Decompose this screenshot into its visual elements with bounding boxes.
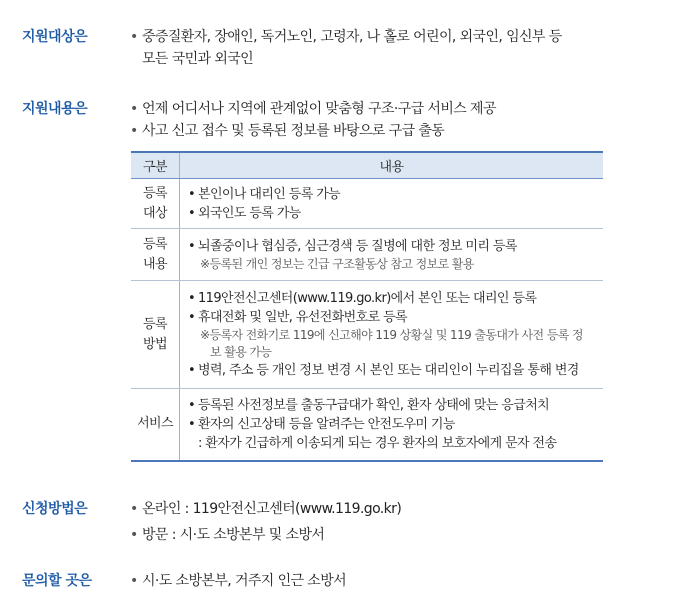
apply-bullet-1: • 온라인 : 119안전신고센터(www.119.go.kr)	[130, 498, 630, 520]
table-header-category: 구분	[131, 152, 180, 179]
table-category-cell	[131, 179, 180, 229]
section-label-inquiry: 문의할 곳은	[22, 573, 92, 589]
support-table	[131, 151, 603, 462]
content-bullet-2: • 사고 신고 접수 및 등록된 정보를 바탕으로 구급 출동	[130, 120, 630, 142]
section-label-target: 지원대상은	[22, 29, 88, 45]
table-header-row	[131, 152, 603, 179]
category-text: 방법	[143, 336, 167, 352]
category-text: 등록	[143, 185, 167, 201]
apply-bullet-2: • 방문 : 시·도 소방본부 및 소방서	[130, 524, 630, 546]
table-category-cell	[131, 281, 180, 389]
table-item: • 휴대전화 및 일반, 유선전화번호로 등록	[188, 308, 603, 327]
section-body-target	[130, 26, 630, 70]
table-item: • 환자의 신고상태 등을 알려주는 안전도우미 기능	[188, 415, 603, 434]
table-category-cell	[131, 229, 180, 281]
table-note: ※등록자 전화기로 119에 신고해야 119 상황실 및 119 출동대가 사전 등록 정	[200, 328, 583, 342]
table-item: • 본인이나 대리인 등록 가능	[188, 185, 603, 204]
content-bullet-1: • 언제 어디서나 지역에 관계없이 맞춤형 구조·구급 서비스 제공	[130, 98, 630, 120]
category-text: 대상	[143, 205, 167, 221]
section-label-content: 지원내용은	[22, 101, 88, 117]
table-row	[131, 281, 603, 389]
table-item: • 뇌졸중이나 협심증, 심근경색 등 질병에 대한 정보 미리 등록	[188, 237, 603, 256]
table-item-continuation: : 환자가 긴급하게 이송되게 되는 경우 환자의 보호자에게 문자 전송	[198, 435, 557, 451]
category-text: 등록	[143, 236, 167, 252]
table-content-cell	[180, 179, 604, 229]
table-item: • 등록된 사전정보를 출동구급대가 확인, 환자 상태에 맞는 응급처치	[188, 396, 603, 415]
target-line-2: 모든 국민과 외국인	[142, 51, 254, 67]
section-body-apply	[130, 498, 630, 546]
table-category-cell	[131, 389, 180, 461]
section-body-inquiry	[130, 570, 630, 592]
table-content-cell	[180, 229, 604, 281]
target-line-1: • 중증질환자, 장애인, 독거노인, 고령자, 나 홀로 어린이, 외국인, 임신부 등	[130, 26, 630, 48]
section-label-apply: 신청방법은	[22, 501, 88, 517]
table-note: 보 활용 가능	[210, 345, 272, 359]
table-row	[131, 229, 603, 281]
table-header-content: 내용	[180, 152, 604, 179]
table-item: • 외국인도 등록 가능	[188, 204, 603, 223]
table-row	[131, 179, 603, 229]
category-text: 서비스	[137, 416, 173, 432]
table-item: • 119안전신고센터(www.119.go.kr)에서 본인 또는 대리인 등록	[188, 289, 603, 308]
table-row	[131, 389, 603, 461]
table-note: ※등록된 개인 정보는 긴급 구조활동상 참고 정보로 활용	[200, 256, 474, 271]
category-text: 등록	[143, 316, 167, 332]
table-content-cell	[180, 389, 604, 461]
table-item: • 병력, 주소 등 개인 정보 변경 시 본인 또는 대리인이 누리집을 통해 변경	[188, 361, 603, 380]
table-content-cell	[180, 281, 604, 389]
section-body-content	[130, 98, 630, 142]
inquiry-bullet-1: • 시·도 소방본부, 거주지 인근 소방서	[130, 570, 630, 592]
category-text: 내용	[143, 256, 167, 272]
